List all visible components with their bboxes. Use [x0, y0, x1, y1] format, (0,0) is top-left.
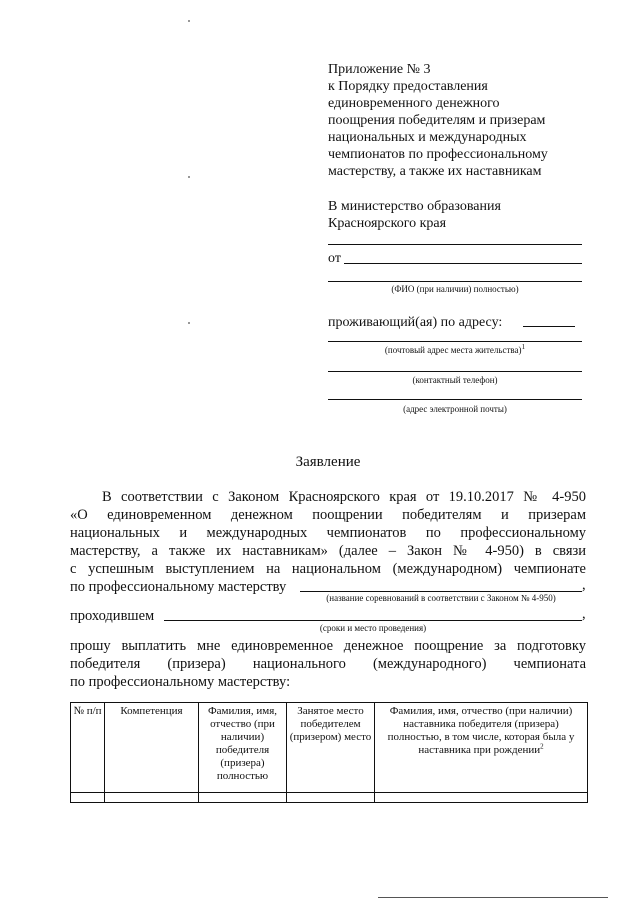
postal-caption: (почтовый адрес места жительства)$^1$	[384, 343, 526, 355]
email-caption: (адрес электронной почты)	[403, 404, 507, 414]
appendix-title: Приложение № 3	[328, 62, 431, 77]
phone-field-line[interactable]	[328, 371, 582, 372]
footnote-mark: 1	[521, 343, 526, 351]
header-cell: Фамилия, имя, отчество (при наличии) победителя (призера) полностью	[199, 703, 287, 793]
residence-label: проживающий(ая) по адресу:	[328, 315, 503, 330]
competition-field-line[interactable]	[300, 591, 582, 592]
header-cell: № п/п	[71, 703, 105, 793]
scan-speck	[188, 322, 190, 324]
body-line: В соответствии с Законом Красноярского края от 19.10.2017 № 4-950	[102, 489, 586, 505]
addressee-line: Красноярского края	[328, 216, 447, 231]
appendix-line: к Порядку предоставления	[328, 79, 488, 94]
body-line: национальных и международных чемпионатов по профессиональному	[70, 525, 586, 541]
appendix-line: единовременного денежного	[328, 96, 500, 111]
blank-line[interactable]	[328, 244, 582, 245]
dates-caption: (сроки и место проведения)	[319, 623, 427, 633]
fio-field-line[interactable]	[328, 281, 582, 282]
table-row	[71, 793, 588, 803]
comma: ,	[582, 577, 586, 593]
table-cell[interactable]	[199, 793, 287, 803]
table-cell[interactable]	[71, 793, 105, 803]
header-cell: Занятое место победителем (призером) место	[287, 703, 375, 793]
appendix-header	[328, 61, 608, 180]
appendix-line: поощрения победителям и призерам	[328, 113, 546, 128]
body-line: мастерству, а также их наставникам» (далее – Закон № 4-950) в связи	[70, 543, 586, 559]
appendix-line: национальных и международных	[328, 130, 527, 145]
statement-title: Заявление	[295, 454, 361, 470]
table-cell[interactable]	[375, 793, 588, 803]
from-label: от	[328, 251, 341, 266]
recipients-table	[70, 702, 588, 803]
competition-caption: (название соревнований в соответствии с Законом № 4-950)	[326, 593, 556, 603]
held-label: проходившем	[70, 608, 155, 624]
scan-speck	[188, 176, 190, 178]
table-header-row	[71, 703, 588, 793]
footnote-mark: 2	[540, 742, 544, 751]
residence-field-line[interactable]	[523, 326, 575, 327]
body-line: «О единовременном денежном поощрении победителям и призерам	[70, 507, 586, 523]
scan-speck	[188, 20, 190, 22]
request-line: прошу выплатить мне единовременное денежное поощрение за подготовку	[70, 638, 586, 654]
phone-caption: (контактный телефон)	[412, 375, 498, 385]
table-cell[interactable]	[287, 793, 375, 803]
dates-field-line[interactable]	[164, 620, 582, 621]
postal-field-line[interactable]	[328, 341, 582, 342]
addressee	[328, 198, 608, 232]
addressee-line: В министерство образования	[328, 199, 501, 214]
table-cell[interactable]	[105, 793, 199, 803]
comma: ,	[582, 606, 586, 622]
scan-edge-line	[378, 897, 608, 898]
from-field-line[interactable]	[344, 263, 582, 264]
appendix-line: чемпионатов по профессиональному	[328, 147, 548, 162]
fio-caption: (ФИО (при наличии) полностью)	[391, 284, 519, 294]
request-line: по профессиональному мастерству:	[70, 674, 291, 690]
appendix-line: мастерству, а также их наставникам	[328, 164, 542, 179]
request-line: победителя (призера) национального (международного) чемпионата	[70, 656, 586, 672]
header-cell: Компетенция	[105, 703, 199, 793]
body-line: с успешным выступлением на национальном (международном) чемпионате	[70, 561, 586, 577]
mastery-label: по профессиональному мастерству	[70, 579, 287, 595]
header-cell: Фамилия, имя, отчество (при наличии) наставника победителя (призера) полностью, в том числе, которая была у наставника при рождении$^2$	[375, 703, 588, 793]
email-field-line[interactable]	[328, 399, 582, 400]
